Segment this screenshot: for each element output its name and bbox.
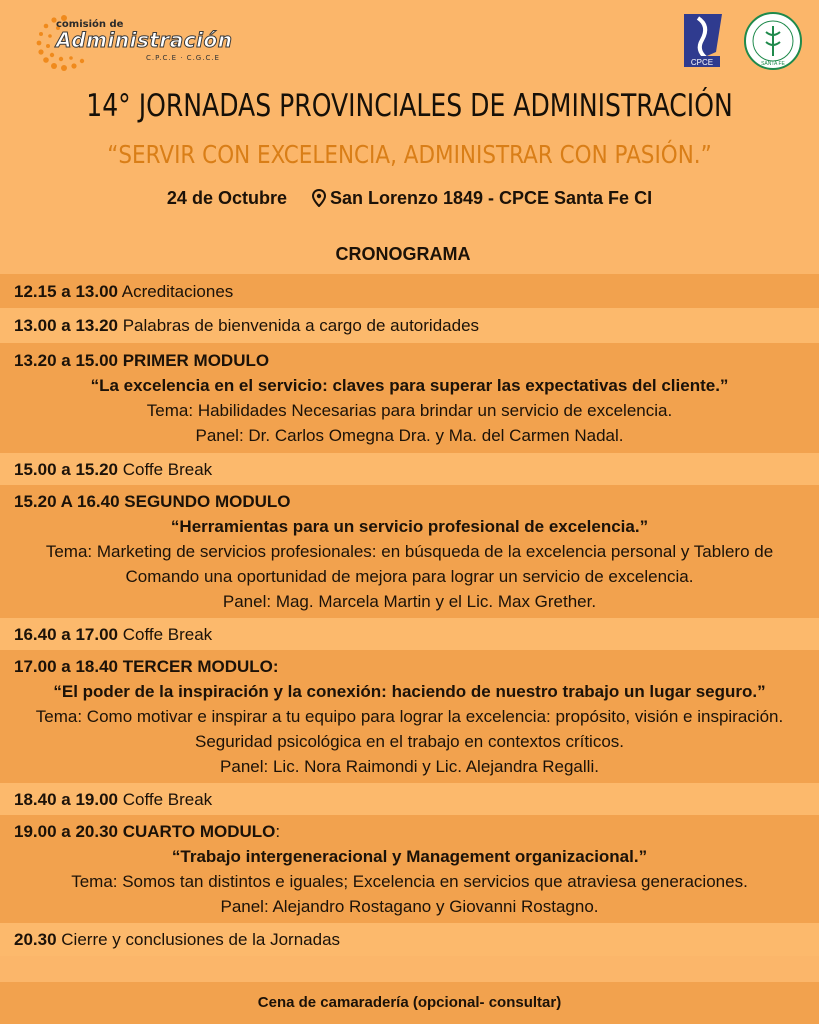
page-title: 14° JORNADAS PROVINCIALES DE ADMINISTRACIÓN bbox=[86, 88, 733, 124]
schedule-row bbox=[0, 453, 819, 485]
schedule-time: 15.20 A 16.40 SEGUNDO MODULO bbox=[14, 492, 291, 511]
schedule-label: Coffe Break bbox=[117, 460, 213, 479]
schedule-time: 17.00 a 18.40 TERCER MODULO: bbox=[14, 657, 279, 676]
schedule-time: 20.30 bbox=[14, 930, 57, 949]
schedule-time: 19.00 a 20.30 CUARTO MODULO bbox=[14, 822, 276, 841]
module-panel: Panel: Alejandro Rostagano y Giovanni Rostagno. bbox=[220, 897, 599, 916]
module-panel: Panel: Lic. Nora Raimondi y Lic. Alejandra Regalli. bbox=[220, 757, 599, 776]
schedule-row bbox=[0, 618, 819, 650]
schedule-label: Coffe Break bbox=[117, 625, 213, 644]
schedule-row bbox=[0, 343, 819, 453]
module-quote: “El poder de la inspiración y la conexión: haciendo de nuestro trabajo un lugar seguro.” bbox=[53, 682, 766, 701]
schedule-label: Palabras de bienvenida a cargo de autoridades bbox=[117, 316, 480, 335]
cpce-logo bbox=[676, 12, 726, 68]
header bbox=[0, 0, 819, 270]
event-location: San Lorenzo 1849 - CPCE Santa Fe CI bbox=[329, 188, 653, 208]
module-topic: Tema: Marketing de servicios profesionales: en búsqueda de la excelencia personal y Tablero de Comando una oportunidad de mejora para lograr un servicio de excelencia. bbox=[45, 542, 774, 586]
module-quote: “Herramientas para un servicio profesional de excelencia.” bbox=[170, 517, 649, 536]
schedule-row bbox=[0, 274, 819, 308]
footer-note: Cena de camaradería (opcional- consultar) bbox=[0, 982, 819, 1024]
schedule-label: Cierre y conclusiones de la Jornadas bbox=[56, 930, 341, 949]
module-topic: Tema: Como motivar e inspirar a tu equipo para lograr la excelencia: propósito, visión e inspiración. Seguridad psicológica en el trabajo en contextos críticos. bbox=[35, 707, 784, 751]
schedule-row bbox=[0, 650, 819, 783]
module-topic: Tema: Habilidades Necesarias para brindar un servicio de excelencia. bbox=[146, 401, 673, 420]
schedule-time: 12.15 a 13.00 bbox=[14, 282, 118, 301]
seal-logo bbox=[744, 12, 802, 70]
module-quote: “La excelencia en el servicio: claves para superar las expectativas del cliente.” bbox=[90, 376, 729, 395]
logo-big-text: Administración bbox=[56, 28, 233, 52]
schedule-label: Acreditaciones bbox=[117, 282, 234, 301]
schedule-row bbox=[0, 485, 819, 618]
schedule-heading: CRONOGRAMA bbox=[335, 244, 471, 264]
event-date: 24 de Octubre bbox=[166, 188, 287, 208]
schedule-time: 13.00 a 13.20 bbox=[14, 316, 118, 335]
schedule-row bbox=[0, 923, 819, 956]
schedule-label: : bbox=[275, 822, 281, 841]
module-quote: “Trabajo intergeneracional y Management organizacional.” bbox=[171, 847, 648, 866]
module-topic: Tema: Somos tan distintos e iguales; Excelencia en servicios que atraviesa generaciones. bbox=[71, 872, 748, 891]
comision-administracion-logo bbox=[34, 12, 234, 74]
module-panel: Panel: Mag. Marcela Martin y el Lic. Max Grether. bbox=[222, 592, 597, 611]
schedule-time: 18.40 a 19.00 bbox=[14, 790, 118, 809]
logo-small-text: comisión de bbox=[56, 19, 124, 30]
schedule-time: 16.40 a 17.00 bbox=[14, 625, 118, 644]
schedule-row bbox=[0, 308, 819, 343]
schedule-time: 13.20 a 15.00 PRIMER MODULO bbox=[14, 351, 270, 370]
event-info bbox=[0, 188, 819, 209]
schedule-row bbox=[0, 815, 819, 923]
cpce-logo-text: CPCE bbox=[690, 58, 714, 67]
schedule-label: Coffe Break bbox=[117, 790, 213, 809]
location-pin-icon bbox=[312, 189, 326, 207]
seal-logo-text: SANTA FE bbox=[761, 61, 785, 67]
schedule-list bbox=[0, 274, 819, 956]
schedule-time: 15.00 a 15.20 bbox=[14, 460, 118, 479]
schedule-row bbox=[0, 783, 819, 815]
page-subtitle: “SERVIR CON EXCELENCIA, ADMINISTRAR CON PASIÓN.” bbox=[107, 140, 712, 169]
logo-sub-text: C.P.C.E · C.G.C.E bbox=[146, 54, 220, 62]
module-panel: Panel: Dr. Carlos Omegna Dra. y Ma. del Carmen Nadal. bbox=[195, 426, 624, 445]
